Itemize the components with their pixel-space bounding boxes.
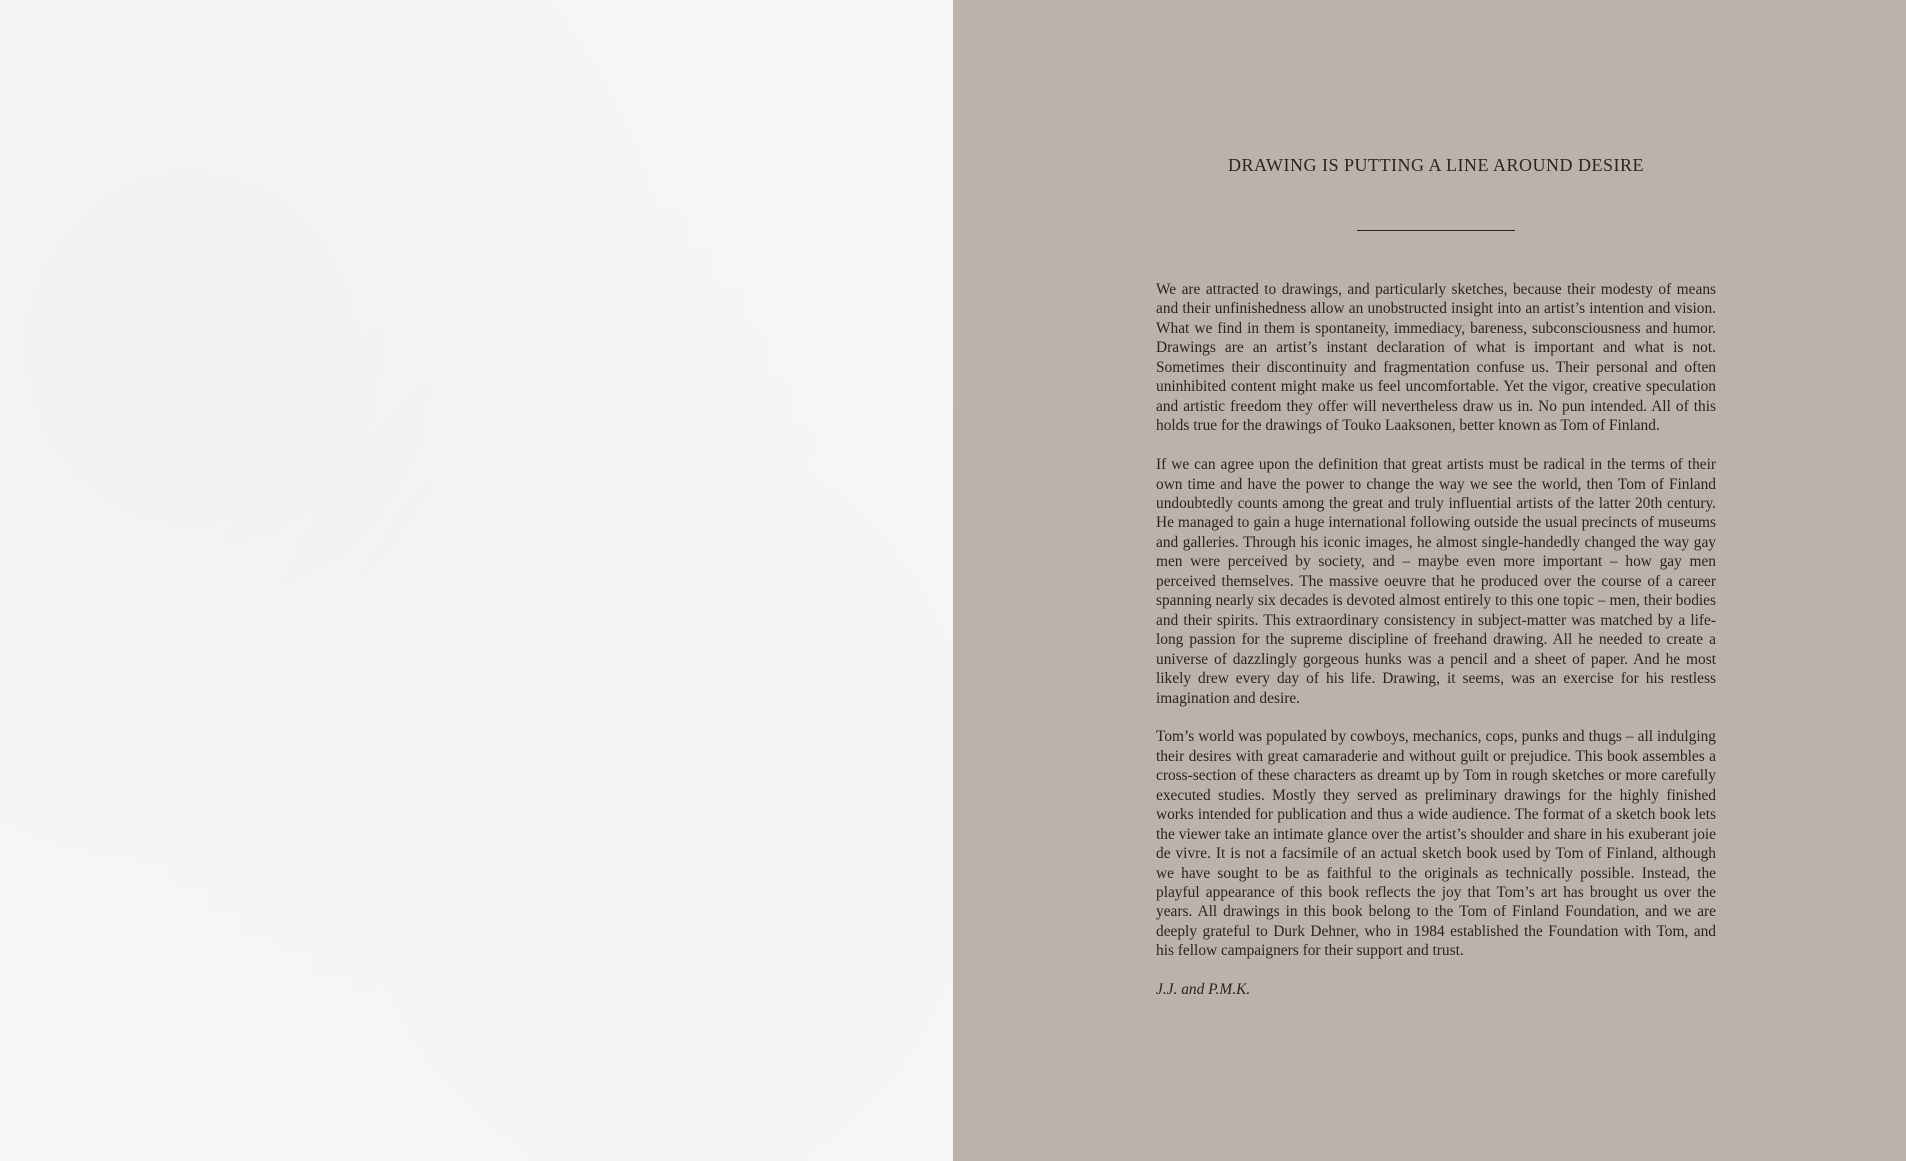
essay-content <box>1156 155 1716 1019</box>
title-divider <box>1357 230 1515 231</box>
essay-title: DRAWING IS PUTTING A LINE AROUND DESIRE <box>1227 155 1645 175</box>
paragraph-1: We are attracted to drawings, and particularly sketches, because their modesty of means and their unfinishedness allow an unobstructed insight into an artist’s intention and vision. What we find in them is spontaneity, immediacy, bareness, subconsciousness and humor. Drawings are an artist’s instant declaration of what is important and what is not. Sometimes their discontinuity and fragmentation confuse us. Their personal and often uninhibited content might make us feel uncomfortable. Yet the vigor, creative speculation and artistic freedom they offer will nevertheless draw us in. No pun intended. All of this holds true for the drawings of Touko Laaksonen, better known as Tom of Finland. <box>1156 281 1716 435</box>
right-text-page <box>953 0 1906 1161</box>
paragraph-2: If we can agree upon the definition that great artists must be radical in the terms of their own time and have the power to change the way we see the world, then Tom of Finland undoubtedly counts among the great and truly influential artists of the latter 20th century. He managed to gain a huge international following outside the usual precincts of museums and galleries. Through his iconic images, he almost single-handedly changed the way gay men were perceived by society, and – maybe even more important – how gay men perceived themselves. The massive oeuvre that he produced over the course of a career spanning nearly six decades is devoted almost entirely to this one topic – men, their bodies and their spirits. This extraordinary consistency in subject-matter was matched by a life-long passion for the supreme discipline of freehand drawing. All he needed to create a universe of dazzlingly gorgeous hunks was a pencil and a sheet of paper. And he most likely drew every day of his life. Drawing, it seems, was an exercise for his restless imagination and desire. <box>1156 456 1716 707</box>
paragraph-3: Tom’s world was populated by cowboys, mechanics, cops, punks and thugs – all indulging their desires with great camaraderie and without guilt or prejudice. This book assembles a cross-section of these characters as dreamt up by Tom in rough sketches or more carefully executed studies. Mostly they served as preliminary drawings for the highly finished works intended for publication and thus a wide audience. The format of a sketch book lets the viewer take an intimate glance over the artist’s shoulder and share in his exuberant joie de vivre. It is not a facsimile of an actual sketch book used by Tom of Finland, although we have sought to be as faithful to the originals as technically possible. Instead, the playful appearance of this book reflects the joy that Tom’s art has brought us over the years. All drawings in this book belong to the Tom of Finland Foundation, and we are deeply grateful to Durk Dehner, who in 1984 established the Foundation with Tom, and his fellow campaigners for their support and trust. <box>1156 728 1716 960</box>
author-signature: J.J. and P.M.K. <box>1156 981 1251 999</box>
essay-body <box>1156 280 1716 1000</box>
